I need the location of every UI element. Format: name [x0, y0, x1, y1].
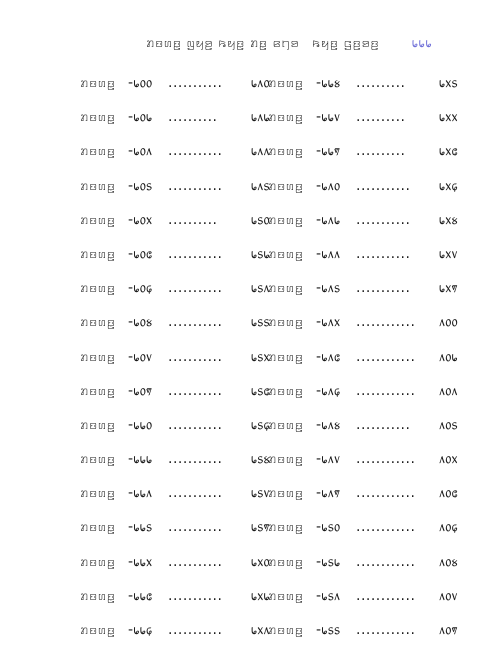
entry-page-number: ᥇᥊᥎ — [439, 245, 458, 262]
dot-leader: ........... — [168, 245, 223, 262]
entry-label: ꤊꤢꤛꤢ꤭ — [80, 75, 116, 91]
entry-label: ꤊꤢꤛꤢ꤭ — [80, 519, 116, 536]
toc-entry — [80, 169, 270, 203]
entry-page-number: ᥇᥈᥆ — [251, 75, 270, 91]
toc-entry — [268, 545, 458, 579]
dot-leader: .......... — [168, 211, 218, 228]
entry-page-number: ᥇᥊᥋ — [439, 143, 458, 160]
dot-leader: ........... — [168, 587, 223, 604]
entry-code: -᥇᥇᥏ — [316, 143, 341, 160]
toc-entry — [268, 340, 458, 374]
entry-code: -᥇᥈᥎ — [316, 451, 341, 468]
toc-entry — [80, 545, 270, 579]
dot-leader: ........... — [168, 622, 223, 638]
entry-label: ꤊꤢꤛꤢ꤭ — [268, 211, 304, 228]
entry-page-number: ᥈᥆᥆ — [439, 314, 458, 331]
entry-code: -᥇᥇᥇ — [128, 451, 153, 468]
dot-leader: ............ — [356, 485, 416, 502]
entry-code: -᥇᥉᥉ — [316, 622, 341, 638]
document-title: ꤊꤢꤛꤢ꤭ ꤜꤟꤤ꤬ ꤒꤟꤢ꤭ ꤊꤢ꤭ ꤕꤚꤤ — [146, 35, 300, 51]
toc-entry — [268, 271, 458, 305]
entry-label: ꤊꤢꤛꤢ꤭ — [268, 416, 304, 433]
toc-left-column — [80, 66, 270, 647]
dot-leader: ............ — [356, 587, 416, 604]
dot-leader: .......... — [168, 109, 218, 126]
toc-entry — [268, 476, 458, 510]
entry-code: -᥇᥆᥆ — [128, 75, 153, 91]
entry-code: -᥇᥈᥇ — [316, 211, 341, 228]
entry-label: ꤊꤢꤛꤢ꤭ — [268, 382, 304, 399]
entry-code: -᥇᥉᥆ — [316, 519, 341, 536]
entry-label: ꤊꤢꤛꤢ꤭ — [268, 485, 304, 502]
entry-label: ꤊꤢꤛꤢ꤭ — [268, 177, 304, 194]
entry-code: -᥇᥆᥇ — [128, 109, 153, 126]
entry-label: ꤊꤢꤛꤢ꤭ — [80, 553, 116, 570]
entry-code: -᥇᥇᥉ — [128, 519, 153, 536]
entry-label: ꤊꤢꤛꤢ꤭ — [268, 245, 304, 262]
entry-label: ꤊꤢꤛꤢ꤭ — [268, 314, 304, 331]
toc-entry — [80, 134, 270, 168]
page-number: ᥇᥇᥇ — [412, 35, 433, 51]
toc-entry — [80, 442, 270, 476]
entry-page-number: ᥈᥆᥎ — [439, 587, 458, 604]
dot-leader: .......... — [356, 75, 406, 91]
dot-leader: ........... — [168, 519, 223, 536]
entry-page-number: ᥈᥆᥇ — [439, 348, 458, 365]
dot-leader: ............ — [356, 314, 416, 331]
dot-leader: ........... — [168, 485, 223, 502]
section-title: ꤒꤟꤢ꤭ ꤞꤢ꤬ꤤꤢ꤬ — [312, 35, 380, 51]
entry-label: ꤊꤢꤛꤢ꤭ — [80, 485, 116, 502]
dot-leader: ........... — [168, 553, 223, 570]
entry-label: ꤊꤢꤛꤢ꤭ — [80, 280, 116, 297]
entry-code: -᥇᥈᥆ — [316, 177, 341, 194]
toc-entry — [268, 579, 458, 613]
entry-label: ꤊꤢꤛꤢ꤭ — [80, 245, 116, 262]
entry-label: ꤊꤢꤛꤢ꤭ — [80, 451, 116, 468]
entry-page-number: ᥇᥉᥎ — [251, 485, 270, 502]
entry-label: ꤊꤢꤛꤢ꤭ — [80, 348, 116, 365]
toc-entry — [268, 134, 458, 168]
entry-page-number: ᥈᥆᥌ — [439, 519, 458, 536]
dot-leader: ............ — [356, 451, 416, 468]
entry-label: ꤊꤢꤛꤢ꤭ — [268, 451, 304, 468]
dot-leader: ........... — [168, 348, 223, 365]
entry-code: -᥇᥉᥇ — [316, 553, 341, 570]
dot-leader: ........... — [168, 314, 223, 331]
entry-code: -᥇᥆᥍ — [128, 314, 153, 331]
entry-code: -᥇᥆᥊ — [128, 211, 153, 228]
entry-code: -᥇᥇᥌ — [128, 622, 153, 638]
dot-leader: .......... — [356, 143, 406, 160]
entry-page-number: ᥇᥈᥉ — [251, 177, 270, 194]
entry-page-number: ᥇᥈᥇ — [251, 109, 270, 126]
entry-label: ꤊꤢꤛꤢ꤭ — [268, 143, 304, 160]
entry-code: -᥇᥆᥋ — [128, 245, 153, 262]
dot-leader: .......... — [356, 109, 406, 126]
entry-code: -᥇᥆᥌ — [128, 280, 153, 297]
dot-leader: ........... — [356, 177, 411, 194]
toc-entry — [268, 203, 458, 237]
entry-page-number: ᥇᥊᥇ — [251, 587, 270, 604]
dot-leader: ........... — [168, 451, 223, 468]
entry-page-number: ᥇᥊᥉ — [439, 75, 458, 91]
entry-label: ꤊꤢꤛꤢ꤭ — [268, 348, 304, 365]
entry-label: ꤊꤢꤛꤢ꤭ — [80, 587, 116, 604]
toc-entry — [268, 237, 458, 271]
toc-entry — [80, 271, 270, 305]
entry-code: -᥇᥆᥉ — [128, 177, 153, 194]
entry-page-number: ᥇᥈᥈ — [251, 143, 270, 160]
dot-leader: ........... — [168, 75, 223, 91]
toc-entry — [80, 340, 270, 374]
toc-entry — [80, 100, 270, 134]
entry-label: ꤊꤢꤛꤢ꤭ — [80, 416, 116, 433]
toc-entry — [268, 510, 458, 544]
entry-label: ꤊꤢꤛꤢ꤭ — [268, 109, 304, 126]
entry-code: -᥇᥈᥉ — [316, 280, 341, 297]
dot-leader: ........... — [168, 382, 223, 399]
entry-label: ꤊꤢꤛꤢ꤭ — [80, 109, 116, 126]
entry-code: -᥇᥈᥍ — [316, 416, 341, 433]
dot-leader: ........... — [168, 280, 223, 297]
entry-page-number: ᥈᥆᥍ — [439, 553, 458, 570]
dot-leader: ........... — [356, 416, 411, 433]
dot-leader: ........... — [356, 211, 411, 228]
entry-page-number: ᥈᥆᥉ — [439, 416, 458, 433]
entry-page-number: ᥇᥉᥏ — [251, 519, 270, 536]
entry-label: ꤊꤢꤛꤢ꤭ — [268, 622, 304, 638]
dot-leader: ............ — [356, 622, 416, 638]
entry-page-number: ᥇᥉᥍ — [251, 451, 270, 468]
toc-entry — [268, 408, 458, 442]
entry-page-number: ᥇᥊᥌ — [439, 177, 458, 194]
dot-leader: ........... — [356, 280, 411, 297]
entry-code: -᥇᥈᥏ — [316, 485, 341, 502]
toc-entry — [268, 66, 458, 100]
toc-entry — [80, 66, 270, 100]
toc-entry — [80, 203, 270, 237]
entry-page-number: ᥇᥉᥋ — [251, 382, 270, 399]
page-header — [0, 28, 494, 58]
entry-page-number: ᥇᥉᥌ — [251, 416, 270, 433]
toc-entry — [80, 408, 270, 442]
entry-page-number: ᥇᥊᥆ — [251, 553, 270, 570]
entry-label: ꤊꤢꤛꤢ꤭ — [80, 314, 116, 331]
entry-code: -᥇᥆᥎ — [128, 348, 153, 365]
entry-code: -᥇᥈᥊ — [316, 314, 341, 331]
entry-code: -᥇᥈᥈ — [316, 245, 341, 262]
entry-label: ꤊꤢꤛꤢ꤭ — [268, 75, 304, 91]
toc-entry — [268, 613, 458, 647]
entry-page-number: ᥈᥆᥊ — [439, 451, 458, 468]
toc-entry — [80, 613, 270, 647]
entry-code: -᥇᥆᥏ — [128, 382, 153, 399]
entry-code: -᥇᥇᥊ — [128, 553, 153, 570]
toc-entry — [268, 100, 458, 134]
entry-code: -᥇᥇᥆ — [128, 416, 153, 433]
dot-leader: ............ — [356, 553, 416, 570]
toc-entry — [80, 476, 270, 510]
entry-page-number: ᥈᥆᥈ — [439, 382, 458, 399]
dot-leader: ........... — [356, 245, 411, 262]
entry-page-number: ᥇᥉᥉ — [251, 314, 270, 331]
toc-entry — [80, 374, 270, 408]
entry-page-number: ᥇᥉᥇ — [251, 245, 270, 262]
entry-label: ꤊꤢꤛꤢ꤭ — [80, 622, 116, 638]
toc-entry — [268, 169, 458, 203]
entry-page-number: ᥇᥉᥈ — [251, 280, 270, 297]
entry-page-number: ᥇᥊᥍ — [439, 211, 458, 228]
entry-page-number: ᥇᥊᥏ — [439, 280, 458, 297]
entry-code: -᥇᥆᥈ — [128, 143, 153, 160]
entry-label: ꤊꤢꤛꤢ꤭ — [80, 177, 116, 194]
toc-entry — [80, 237, 270, 271]
toc-entry — [80, 579, 270, 613]
dot-leader: ........... — [168, 177, 223, 194]
entry-page-number: ᥇᥊᥊ — [439, 109, 458, 126]
toc-entry — [268, 442, 458, 476]
dot-leader: ............ — [356, 382, 416, 399]
dot-leader: ........... — [168, 416, 223, 433]
dot-leader: ........... — [168, 143, 223, 160]
entry-page-number: ᥇᥉᥊ — [251, 348, 270, 365]
toc-entry — [80, 305, 270, 339]
entry-label: ꤊꤢꤛꤢ꤭ — [80, 382, 116, 399]
entry-code: -᥇᥇᥈ — [128, 485, 153, 502]
dot-leader: ............ — [356, 519, 416, 536]
entry-code: -᥇᥇᥎ — [316, 109, 341, 126]
entry-label: ꤊꤢꤛꤢ꤭ — [268, 519, 304, 536]
entry-label: ꤊꤢꤛꤢ꤭ — [268, 280, 304, 297]
entry-code: -᥇᥈᥋ — [316, 348, 341, 365]
entry-label: ꤊꤢꤛꤢ꤭ — [268, 553, 304, 570]
toc-entry — [80, 510, 270, 544]
entry-label: ꤊꤢꤛꤢ꤭ — [80, 143, 116, 160]
entry-page-number: ᥇᥊᥈ — [251, 622, 270, 638]
entry-page-number: ᥈᥆᥏ — [439, 622, 458, 638]
entry-code: -᥇᥇᥋ — [128, 587, 153, 604]
entry-label: ꤊꤢꤛꤢ꤭ — [80, 211, 116, 228]
entry-code: -᥇᥇᥍ — [316, 75, 341, 91]
dot-leader: ............ — [356, 348, 416, 365]
entry-page-number: ᥇᥉᥆ — [251, 211, 270, 228]
toc-entry — [268, 374, 458, 408]
entry-code: -᥇᥉᥈ — [316, 587, 341, 604]
entry-code: -᥇᥈᥌ — [316, 382, 341, 399]
toc-right-column — [268, 66, 458, 647]
entry-page-number: ᥈᥆᥋ — [439, 485, 458, 502]
entry-label: ꤊꤢꤛꤢ꤭ — [268, 587, 304, 604]
toc-entry — [268, 305, 458, 339]
